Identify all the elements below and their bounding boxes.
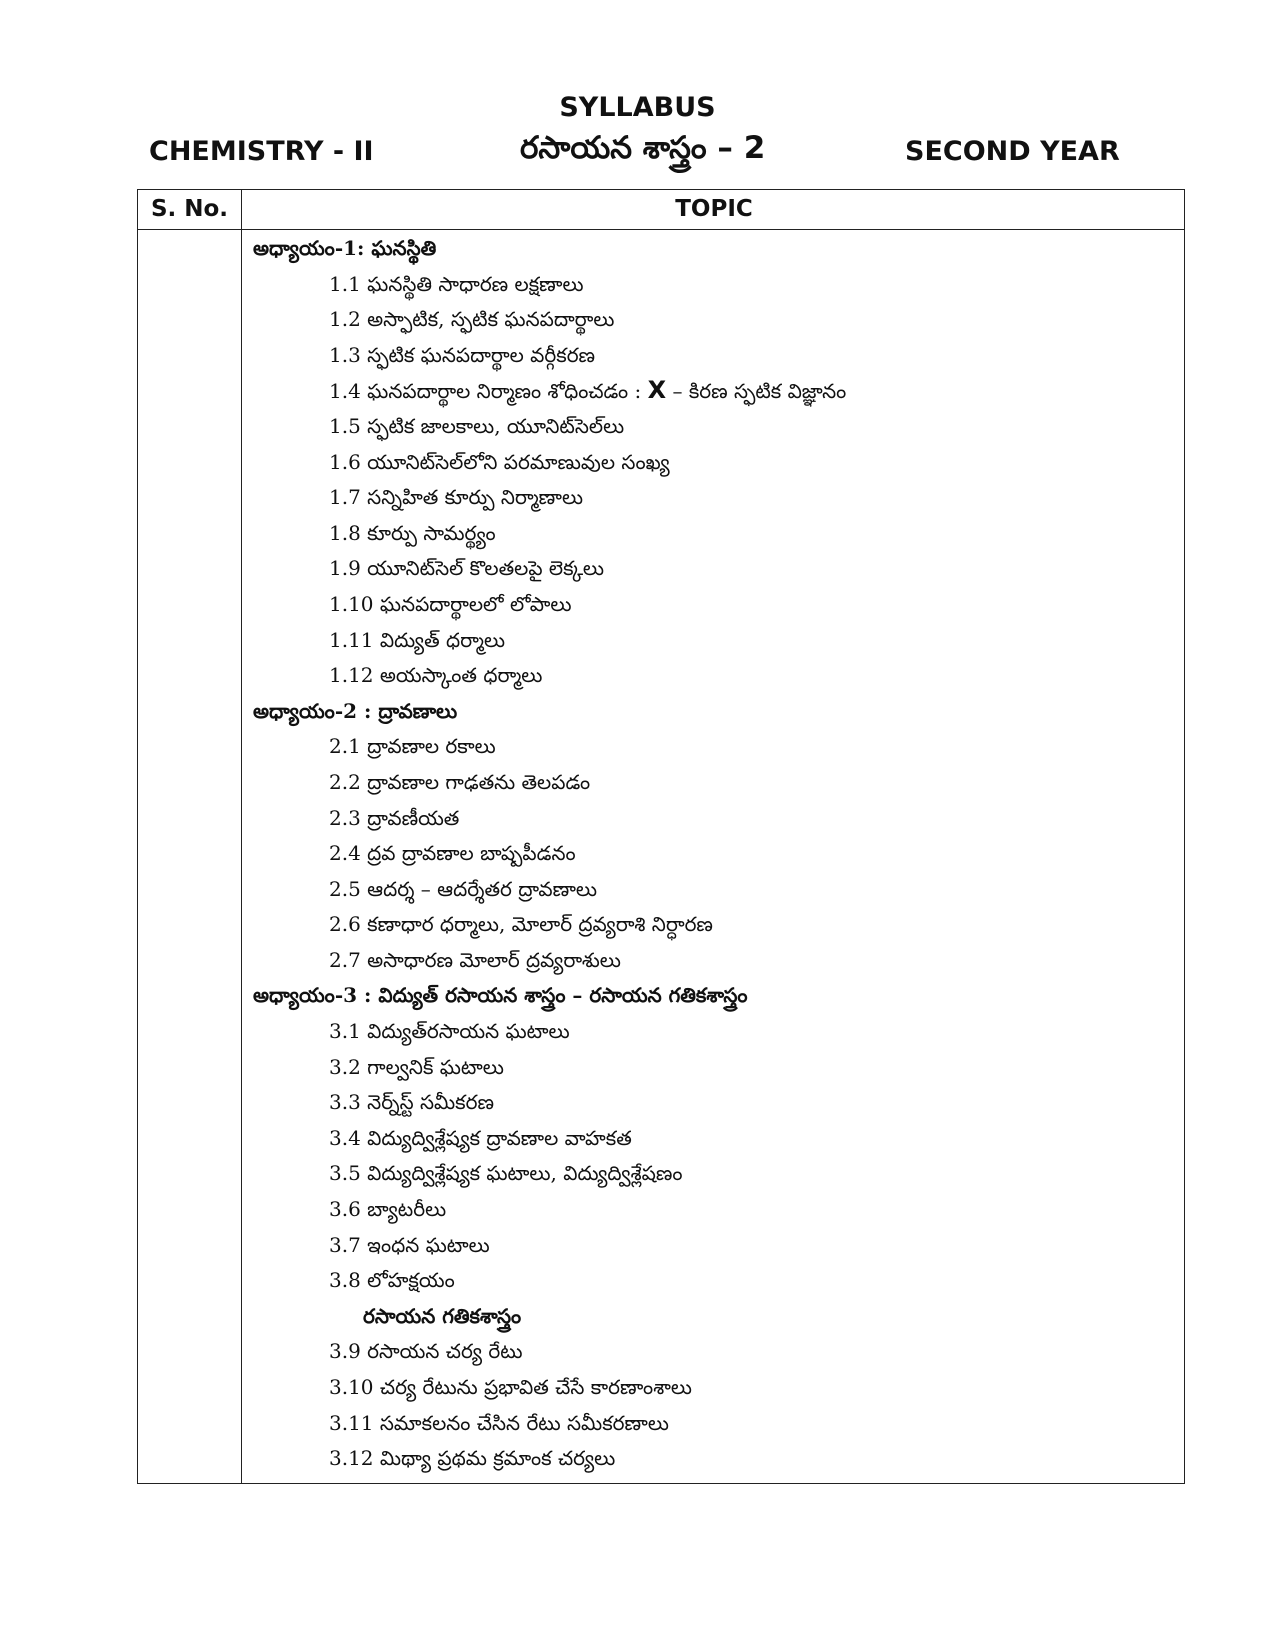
topic-item: 1.11 విద్యుత్ ధర్మాలు: [329, 627, 506, 652]
topic-item: 1.6 యూనిట్‌సెల్‌లోని పరమాణువుల సంఖ్య: [329, 449, 670, 474]
topic-item: [253, 373, 1174, 409]
topic-item: 3.2 గాల్వనిక్ ఘటాలు: [329, 1054, 504, 1079]
topic-item: 1.3 స్ఫటిక ఘనపదార్థాల వర్గీకరణ: [329, 342, 596, 367]
topic-item: 3.9 రసాయన చర్య రేటు: [329, 1339, 523, 1364]
topic-text: – కిరణ స్ఫటిక విజ్ఞానం: [666, 379, 847, 404]
subject-telugu: రసాయన శాస్త్రం – 2: [520, 130, 766, 166]
topic-item: 2.4 ద్రవ ద్రావణాల బాష్పపీడనం: [329, 841, 576, 866]
topic-text: 1.4 ఘనపదార్థాల నిర్మాణం శోధించడం :: [329, 379, 648, 404]
chapter-heading: అధ్యాయం-2 : ద్రావణాలు: [253, 698, 458, 723]
topic-item: 1.10 ఘనపదార్థాలలో లోపాలు: [329, 591, 572, 616]
topic-item: 2.2 ద్రావణాల గాఢతను తెలపడం: [329, 769, 591, 794]
x-ray-symbol: X: [647, 376, 667, 405]
syllabus-table: [137, 189, 1185, 1484]
section-subheading: రసాయన గతికశాస్త్రం: [363, 1303, 522, 1328]
topic-item: 3.7 ఇంధన ఘటాలు: [329, 1232, 490, 1257]
subject-english: CHEMISTRY - II: [149, 136, 374, 167]
topic-item: 2.5 ఆదర్శ – ఆదర్శేతర ద్రావణాలు: [329, 876, 598, 901]
page-title: SYLLABUS: [559, 92, 716, 123]
column-divider: [241, 190, 242, 1483]
header-divider: [138, 229, 1184, 230]
topic-item: 2.7 అసాధారణ మోలార్ ద్రవ్యరాశులు: [329, 947, 621, 972]
topic-item: 3.5 విద్యుద్విశ్లేష్యక ఘటాలు, విద్యుద్విశ్లేషణం: [329, 1161, 683, 1186]
chapter-heading: అధ్యాయం-1: ఘనస్థితి: [253, 236, 437, 260]
topic-item: 3.1 విద్యుత్‌రసాయన ఘటాలు: [329, 1019, 570, 1044]
topic-item: 3.4 విద్యుద్విశ్లేష్యక ద్రావణాల వాహకత: [329, 1125, 632, 1150]
topic-item: 1.8 కూర్పు సామర్థ్యం: [329, 520, 496, 545]
column-header-topic: TOPIC: [675, 196, 753, 222]
column-header-sno: S. No.: [150, 196, 229, 222]
topic-item: 3.8 లోహక్షయం: [329, 1268, 455, 1293]
topic-item: 1.9 యూనిట్‌సెల్ కొలతలపై లెక్కలు: [329, 556, 604, 581]
topic-item: 3.12 మిథ్యా ప్రథమ క్రమాంక చర్యలు: [329, 1446, 616, 1471]
topic-item: 1.1 ఘనస్థితి సాధారణ లక్షణాలు: [329, 271, 584, 296]
year-label: SECOND YEAR: [905, 136, 1120, 167]
chapter-heading: అధ్యాయం-3 : విద్యుత్ రసాయన శాస్త్రం – రసాయన గతికశాస్త్రం: [253, 983, 748, 1008]
topic-item: 2.6 కణాధార ధర్మాలు, మోలార్ ద్రవ్యరాశి నిర్ధారణ: [329, 912, 713, 937]
topic-item: 2.1 ద్రావణాల రకాలు: [329, 734, 496, 759]
topic-item: 1.7 సన్నిహిత కూర్పు నిర్మాణాలు: [329, 485, 584, 510]
topic-item: 3.3 నెర్న్‌స్ట్ సమీకరణ: [329, 1090, 495, 1115]
topic-item: 1.5 స్ఫటిక జాలకాలు, యూనిట్‌సెల్‌లు: [329, 413, 625, 438]
topic-item: 3.10 చర్య రేటును ప్రభావిత చేసే కారణాంశాలు: [329, 1375, 692, 1399]
topic-item: 3.11 సమాకలనం చేసిన రేటు సమీకరణాలు: [329, 1410, 669, 1435]
topic-item: 1.2 అస్ఫాటిక, స్ఫటిక ఘనపదార్థాలు: [329, 307, 615, 332]
topic-item: 2.3 ద్రావణీయత: [329, 805, 460, 830]
topic-list: [253, 231, 1174, 1477]
topic-item: 3.6 బ్యాటరీలు: [329, 1197, 447, 1222]
topic-item: 1.12 అయస్కాంత ధర్మాలు: [329, 663, 543, 688]
